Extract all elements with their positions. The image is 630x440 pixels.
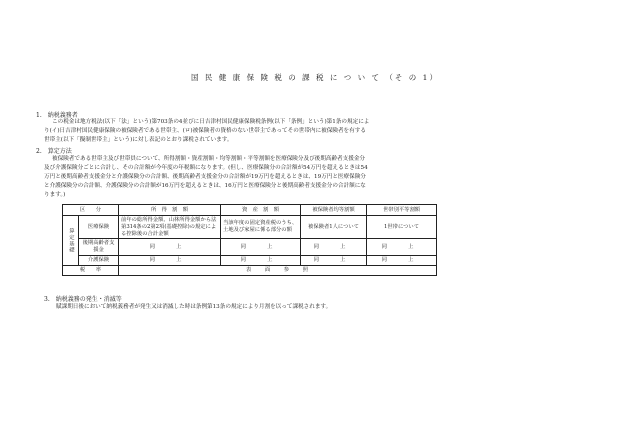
table-row — [63, 216, 437, 239]
cell-nursing-per-capita: 同 上 — [301, 255, 367, 265]
header-asset-levy: 資 産 割 額 — [221, 205, 301, 216]
cell-medical-asset: 当該年度の固定資産税のうち、土地及び家屋に係る部分の額 — [221, 216, 301, 239]
row-label-tax-rate: 税 率 — [63, 265, 119, 275]
section2-line-5: ります。) — [44, 192, 66, 198]
section2-line-3: 万円と後期高齢者支援金分と介護保険分の合計額、後期高齢者支援金分の合計額が19万円を超えるときは、19万円と医療保険分 — [44, 174, 366, 180]
header-household-flat-levy: 世帯別平等割額 — [367, 205, 437, 216]
table-row — [63, 255, 437, 265]
group-label-calculation-basis: 算定基礎 — [63, 216, 79, 266]
section3-heading: 3. 納税義務の発生・消滅等 — [44, 296, 122, 303]
section2-line-4: と介護保険分の合計額、介護保険分の合計額が16万円を超えるときは、16万円と医療保険分と後期高齢者支援金分の合計額にな — [44, 183, 366, 189]
cell-nursing-income: 同 上 — [119, 255, 221, 265]
row-label-nursing-care: 介護保険 — [79, 255, 119, 265]
cell-nursing-asset: 同 上 — [221, 255, 301, 265]
cell-elderly-income: 同 上 — [119, 239, 221, 256]
section1-heading: 1. 納税義務者 — [36, 112, 78, 119]
section1-line-2: り(イ)日吉津村国民健康保険の被保険者である世帯主、(ロ)被保険者の資格のない世帯主であってその世帯内に被保険者を有する — [44, 128, 366, 134]
header-category: 区 分 — [63, 205, 119, 216]
cell-medical-income: 前年の総所得金額、山林所得金額から法第314条の2第2項(基礎控除)の規定による控除後の合計金額 — [119, 216, 221, 239]
section2-heading: 2. 算定方法 — [36, 148, 72, 155]
table-header-row — [63, 205, 437, 216]
document-title: 国 民 健 康 保 険 税 の 課 税 に つ い て （そ の 1） — [191, 73, 439, 82]
tax-basis-table — [62, 204, 437, 276]
section3-line-1: 賦課期日後において納税義務者が発生又は消滅した時は条例第13条の規定により月割を以って課税されます。 — [56, 304, 332, 310]
cell-tax-rate-reference: 表 面 参 照 — [119, 265, 437, 275]
cell-elderly-asset: 同 上 — [221, 239, 301, 256]
row-label-elderly-support: 後期高齢者支援金 — [79, 239, 119, 256]
section2-line-1: 被保険者である世帯主及び世帯員について、所得割額・資産割額・均等割額・平等割額を医療保険分及び後期高齢者支援金分 — [52, 156, 366, 162]
cell-nursing-flat: 同 上 — [367, 255, 437, 265]
row-label-medical: 医療保険 — [79, 216, 119, 239]
section1-line-1: この税金は地方税法(以下「法」という)第703条の4並びに日吉津村国民健康保険税条例(以下「条例」という)第1条の規定によ — [52, 119, 370, 125]
section1-line-3: 世帯主(以下「擬制世帯主」という)に対し表記のとおり課税されています。 — [44, 137, 233, 143]
table-row — [63, 239, 437, 256]
cell-elderly-flat: 同 上 — [367, 239, 437, 256]
header-income-levy: 所 得 割 額 — [119, 205, 221, 216]
cell-medical-flat: 1世帯について — [367, 216, 437, 239]
header-per-capita-levy: 被保険者均等割額 — [301, 205, 367, 216]
section2-line-2: 及び介護保険分ごとに合計し、その合計額が今年度の年税額になります。(但し、医療保険分の合計額が54万円を超えるときは54 — [44, 165, 368, 171]
table-row — [63, 265, 437, 275]
cell-elderly-per-capita: 同 上 — [301, 239, 367, 256]
cell-medical-per-capita: 被保険者1人について — [301, 216, 367, 239]
